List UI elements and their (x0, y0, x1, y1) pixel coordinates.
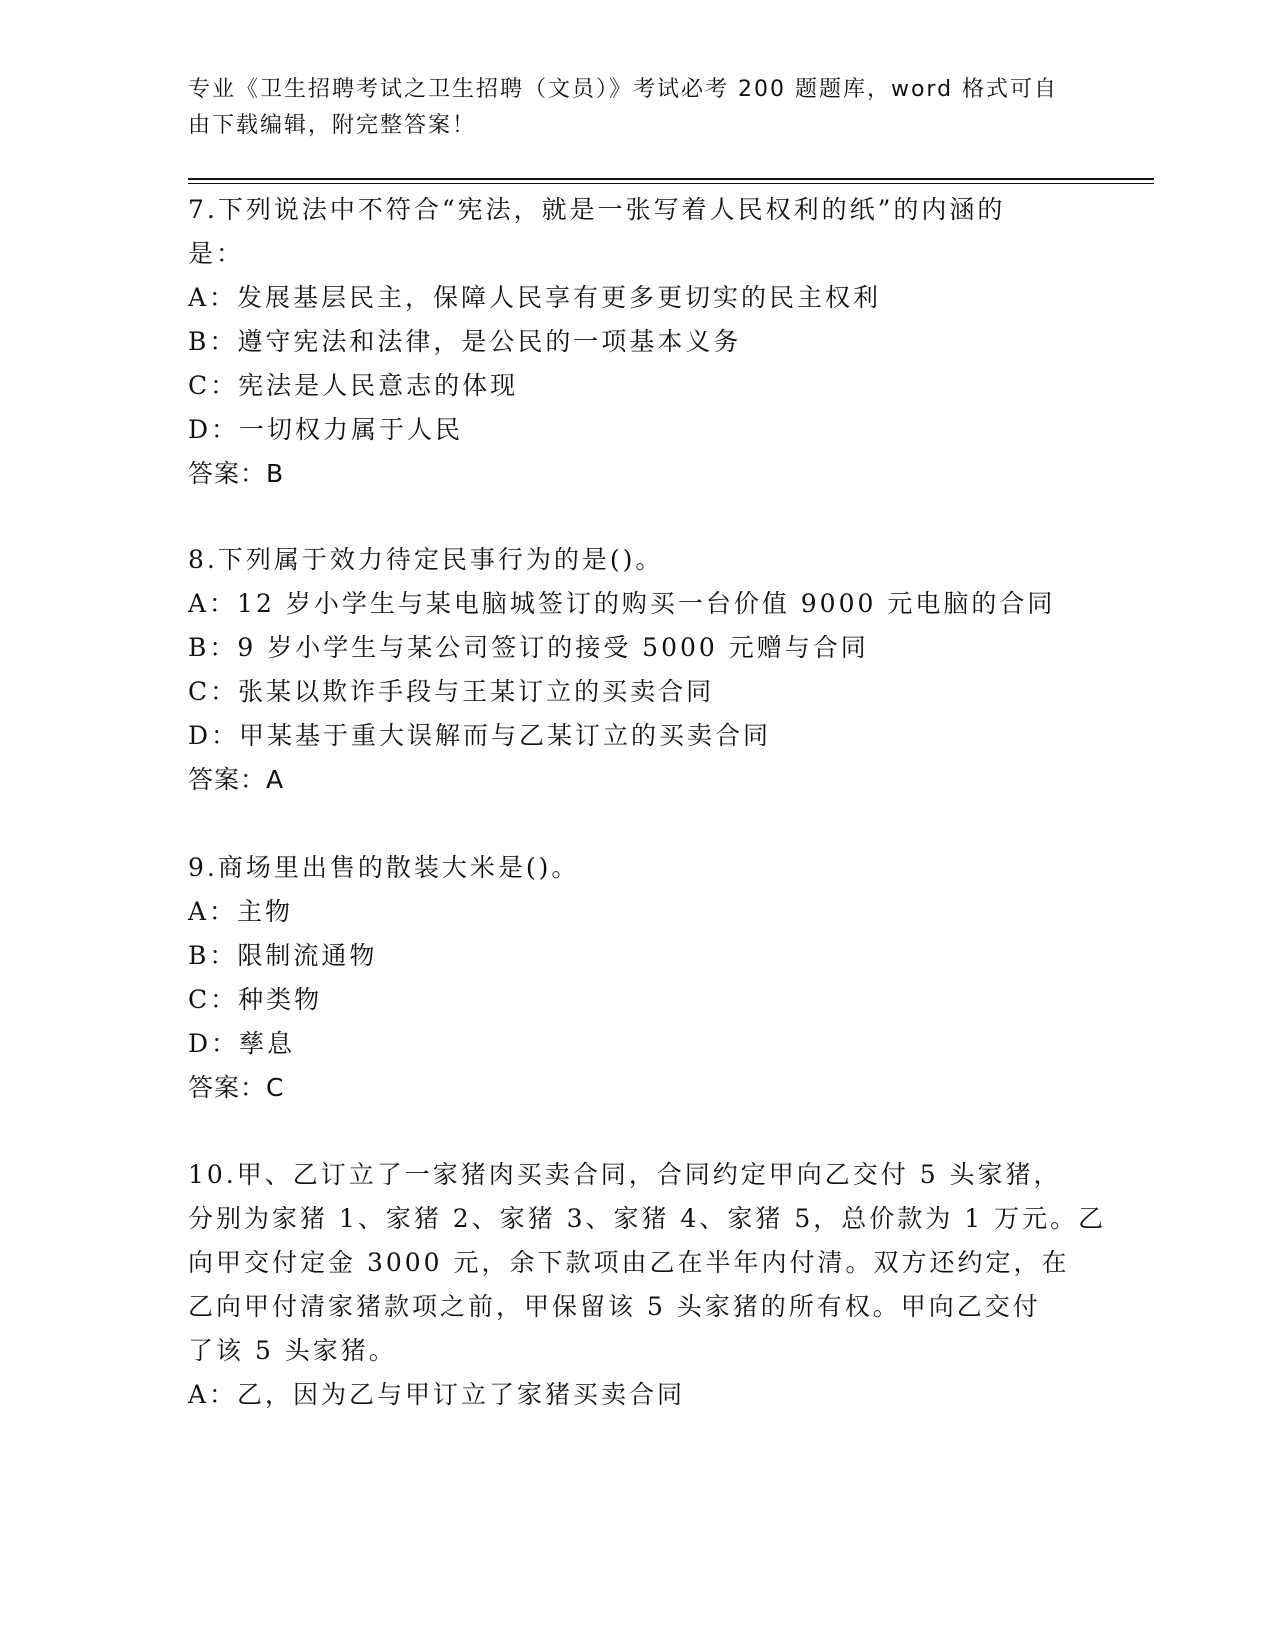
option-a: A：12 岁小学生与某电脑城签订的购买一台价值 9000 元电脑的合同 (188, 589, 1056, 618)
option-d: D：孳息 (188, 1029, 296, 1058)
question-stem-line: 是： (188, 239, 245, 268)
header-line-1: 专业《卫生招聘考试之卫生招聘（文员）》考试必考 200 题题库，word 格式可自 (188, 77, 1059, 102)
answer-label: 答案：A (188, 765, 285, 794)
answer-label: 答案：B (188, 459, 285, 488)
question-stem-line: 7.下列说法中不符合“宪法，就是一张写着人民权利的纸”的内涵的 (188, 195, 1006, 224)
option-d: D：一切权力属于人民 (188, 415, 464, 444)
question-stem-line: 了该 5 头家猪。 (188, 1336, 397, 1365)
question-stem-line: 10.甲、乙订立了一家猪肉买卖合同，合同约定甲向乙交付 5 头家猪， (188, 1160, 1062, 1189)
question-stem-line: 9.商场里出售的散装大米是()。 (188, 853, 580, 882)
header-divider-thick (188, 178, 1154, 180)
question-stem-line: 乙向甲付清家猪款项之前，甲保留该 5 头家猪的所有权。甲向乙交付 (188, 1292, 1041, 1321)
option-a: A：主物 (188, 897, 294, 926)
option-d: D：甲某基于重大误解而与乙某订立的买卖合同 (188, 721, 772, 750)
header-divider-thin (188, 183, 1154, 184)
question-stem-line: 分别为家猪 1、家猪 2、家猪 3、家猪 4、家猪 5，总价款为 1 万元。乙 (188, 1204, 1107, 1233)
option-c: C：张某以欺诈手段与王某订立的买卖合同 (188, 677, 715, 706)
option-b: B：9 岁小学生与某公司签订的接受 5000 元赠与合同 (188, 633, 869, 662)
option-c: C：种类物 (188, 985, 323, 1014)
option-c: C：宪法是人民意志的体现 (188, 371, 519, 400)
option-a: A：发展基层民主，保障人民享有更多更切实的民主权利 (188, 283, 882, 312)
document-header (188, 72, 1068, 144)
question-stem-line: 8.下列属于效力待定民事行为的是()。 (188, 545, 664, 574)
option-a: A：乙，因为乙与甲订立了家猪买卖合同 (188, 1380, 686, 1409)
option-b: B：遵守宪法和法律，是公民的一项基本义务 (188, 327, 742, 356)
header-line-2: 由下载编辑，附完整答案！ (188, 113, 477, 138)
question-stem-line: 向甲交付定金 3000 元，余下款项由乙在半年内付清。双方还约定，在 (188, 1248, 1070, 1277)
answer-label: 答案：C (188, 1073, 285, 1102)
option-b: B：限制流通物 (188, 941, 378, 970)
